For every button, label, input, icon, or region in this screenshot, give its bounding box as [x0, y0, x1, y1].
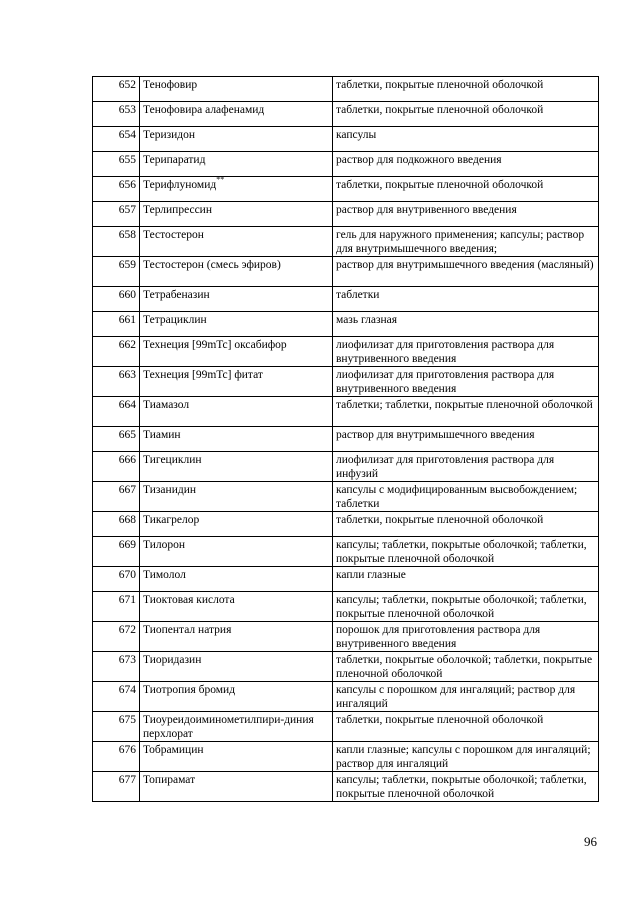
dosage-form: таблетки; таблетки, покрытые пленочной оболочкой — [333, 397, 599, 427]
drug-name: Тиоуреидоиминометилпири-диния перхлорат — [140, 712, 333, 742]
table-row — [93, 127, 599, 152]
drug-name — [140, 177, 333, 202]
row-number: 654 — [93, 127, 140, 152]
table-row — [93, 337, 599, 367]
table-row — [93, 287, 599, 312]
drug-name: Тимолол — [140, 567, 333, 592]
drug-name: Тикагрелор — [140, 512, 333, 537]
dosage-form: раствор для внутримышечного введения — [333, 427, 599, 452]
drug-name: Тиамин — [140, 427, 333, 452]
row-number: 673 — [93, 652, 140, 682]
row-number: 662 — [93, 337, 140, 367]
table-row — [93, 102, 599, 127]
dosage-form: таблетки, покрытые пленочной оболочкой — [333, 512, 599, 537]
table-row — [93, 77, 599, 102]
dosage-form: лиофилизат для приготовления раствора для инфузий — [333, 452, 599, 482]
row-number: 653 — [93, 102, 140, 127]
row-number: 660 — [93, 287, 140, 312]
row-number: 670 — [93, 567, 140, 592]
drug-name: Технеция [99mTc] фитат — [140, 367, 333, 397]
drug-name: Тобрамицин — [140, 742, 333, 772]
drug-name: Тиоридазин — [140, 652, 333, 682]
table-row — [93, 312, 599, 337]
table-row — [93, 452, 599, 482]
drug-name: Тиопентал натрия — [140, 622, 333, 652]
dosage-form: раствор для внутривенного введения — [333, 202, 599, 227]
row-number: 666 — [93, 452, 140, 482]
dosage-form: капсулы; таблетки, покрытые оболочкой; таблетки, покрытые пленочной оболочкой — [333, 537, 599, 567]
row-number: 657 — [93, 202, 140, 227]
row-number: 659 — [93, 257, 140, 287]
table-row — [93, 652, 599, 682]
row-number: 672 — [93, 622, 140, 652]
row-number: 658 — [93, 227, 140, 257]
dosage-form: таблетки, покрытые оболочкой; таблетки, покрытые пленочной оболочкой — [333, 652, 599, 682]
drug-name: Тизанидин — [140, 482, 333, 512]
dosage-form: лиофилизат для приготовления раствора для внутривенного введения — [333, 367, 599, 397]
table-row — [93, 202, 599, 227]
table-row — [93, 482, 599, 512]
row-number: 664 — [93, 397, 140, 427]
drug-name: Технеция [99mTc] оксабифор — [140, 337, 333, 367]
table-row — [93, 742, 599, 772]
table-row — [93, 772, 599, 802]
row-number: 677 — [93, 772, 140, 802]
drug-table — [92, 76, 599, 802]
table-row — [93, 512, 599, 537]
dosage-form: таблетки — [333, 287, 599, 312]
row-number: 671 — [93, 592, 140, 622]
dosage-form: таблетки, покрытые пленочной оболочкой — [333, 712, 599, 742]
row-number: 676 — [93, 742, 140, 772]
dosage-form: капли глазные — [333, 567, 599, 592]
dosage-form: лиофилизат для приготовления раствора для внутривенного введения — [333, 337, 599, 367]
dosage-form: капли глазные; капсулы с порошком для ингаляций; раствор для ингаляций — [333, 742, 599, 772]
drug-name: Тиамазол — [140, 397, 333, 427]
drug-name: Тенофовира алафенамид — [140, 102, 333, 127]
drug-name: Тестостерон — [140, 227, 333, 257]
table-row — [93, 367, 599, 397]
drug-name: Тигециклин — [140, 452, 333, 482]
row-number: 668 — [93, 512, 140, 537]
drug-name: Тиотропия бромид — [140, 682, 333, 712]
table-row — [93, 567, 599, 592]
dosage-form: таблетки, покрытые пленочной оболочкой — [333, 77, 599, 102]
table-row — [93, 177, 599, 202]
row-number: 652 — [93, 77, 140, 102]
dosage-form: капсулы; таблетки, покрытые оболочкой; таблетки, покрытые пленочной оболочкой — [333, 772, 599, 802]
footnote-mark: ** — [216, 175, 225, 184]
table-row — [93, 397, 599, 427]
drug-name: Тестостерон (смесь эфиров) — [140, 257, 333, 287]
drug-name: Теризидон — [140, 127, 333, 152]
drug-name: Топирамат — [140, 772, 333, 802]
table-row — [93, 257, 599, 287]
row-number: 675 — [93, 712, 140, 742]
table-row — [93, 622, 599, 652]
table-row — [93, 682, 599, 712]
dosage-form: таблетки, покрытые пленочной оболочкой — [333, 102, 599, 127]
drug-name: Тилорон — [140, 537, 333, 567]
drug-name-text: Терифлуномид — [143, 179, 217, 191]
dosage-form: капсулы; таблетки, покрытые оболочкой; таблетки, покрытые пленочной оболочкой — [333, 592, 599, 622]
dosage-form: капсулы с порошком для ингаляций; раствор для ингаляций — [333, 682, 599, 712]
dosage-form: таблетки, покрытые пленочной оболочкой — [333, 177, 599, 202]
row-number: 669 — [93, 537, 140, 567]
table-row — [93, 592, 599, 622]
page-number: 96 — [584, 834, 597, 849]
row-number: 655 — [93, 152, 140, 177]
row-number: 674 — [93, 682, 140, 712]
drug-name: Тиоктовая кислота — [140, 592, 333, 622]
drug-name: Тетрабеназин — [140, 287, 333, 312]
table-row — [93, 712, 599, 742]
dosage-form: капсулы — [333, 127, 599, 152]
table-row — [93, 537, 599, 567]
dosage-form: капсулы с модифицированным высвобождением; таблетки — [333, 482, 599, 512]
dosage-form: раствор для внутримышечного введения (масляный) — [333, 257, 599, 287]
dosage-form: порошок для приготовления раствора для внутривенного введения — [333, 622, 599, 652]
drug-name: Тенофовир — [140, 77, 333, 102]
dosage-form: раствор для подкожного введения — [333, 152, 599, 177]
drug-name: Терлипрессин — [140, 202, 333, 227]
table-row — [93, 152, 599, 177]
table-row — [93, 227, 599, 257]
table-row — [93, 427, 599, 452]
row-number: 665 — [93, 427, 140, 452]
row-number: 667 — [93, 482, 140, 512]
row-number: 663 — [93, 367, 140, 397]
row-number: 661 — [93, 312, 140, 337]
drug-name: Терипаратид — [140, 152, 333, 177]
row-number: 656 — [93, 177, 140, 202]
dosage-form: мазь глазная — [333, 312, 599, 337]
drug-name: Тетрациклин — [140, 312, 333, 337]
dosage-form: гель для наружного применения; капсулы; раствор для внутримышечного введения; — [333, 227, 599, 257]
